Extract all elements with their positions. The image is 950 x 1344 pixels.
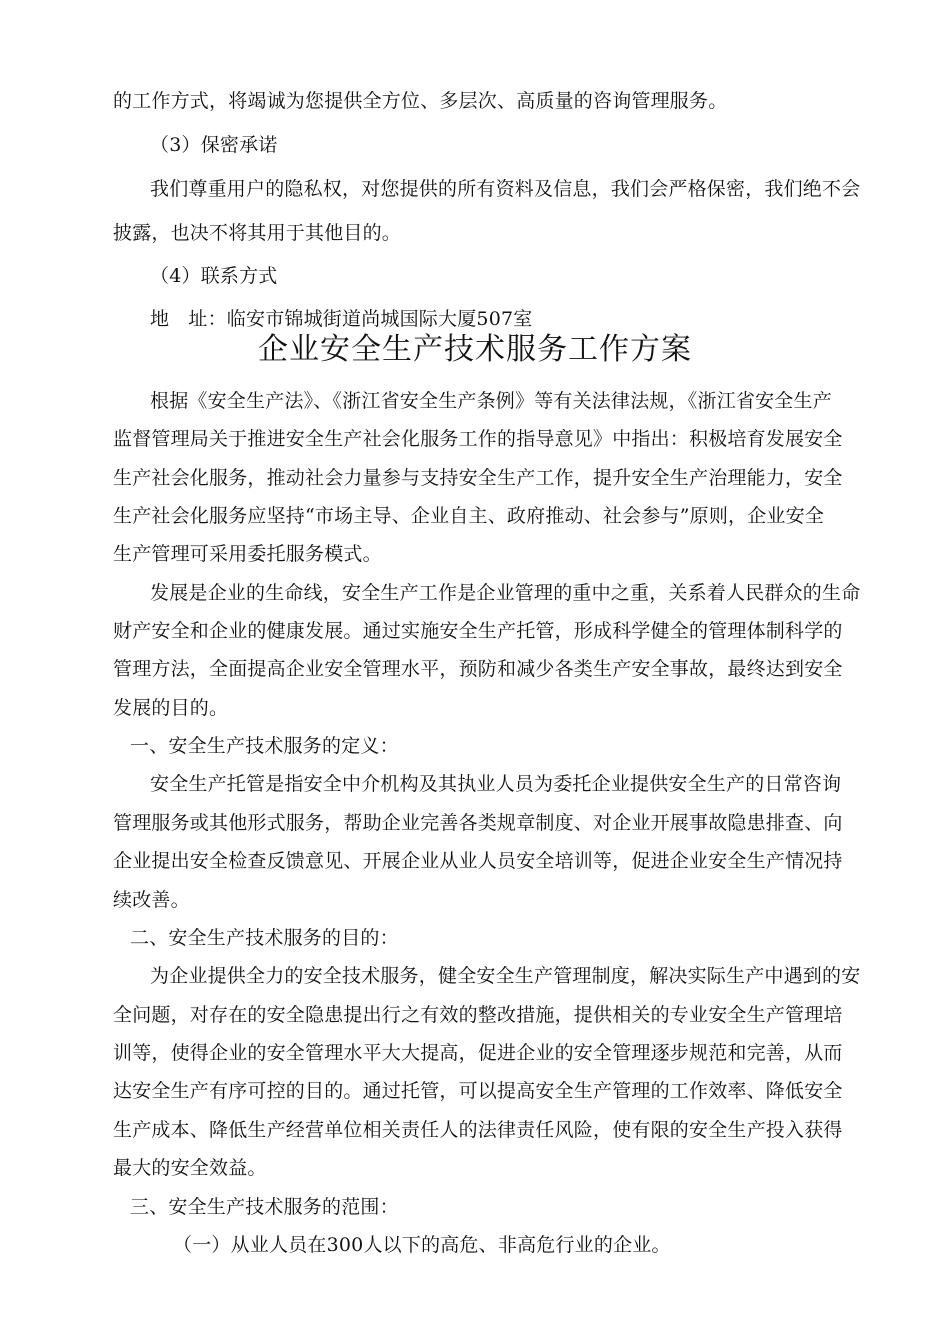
paragraph-line: 生产成本、降低生产经营单位相关责任人的法律责任风险，使有限的安全生产投入获得: [113, 1119, 843, 1141]
paragraph-line: 发展是企业的生命线，安全生产工作是企业管理的重中之重，关系着人民群众的生命: [150, 582, 861, 604]
paragraph-line: 为企业提供全力的安全技术服务，健全安全生产管理制度，解决实际生产中遇到的安: [150, 965, 861, 987]
paragraph-line: 我们尊重用户的隐私权，对您提供的所有资料及信息，我们会严格保密，我们绝不会: [150, 178, 861, 200]
paragraph-line: 安全生产托管是指安全中介机构及其执业人员为委托企业提供安全生产的日常咨询: [150, 773, 842, 795]
paragraph-line: 生产社会化服务应坚持“市场主导、企业自主、政府推动、社会参与”原则，企业安全: [113, 505, 825, 527]
paragraph-line: 发展的目的。: [113, 697, 229, 719]
paragraph-line: 生产管理可采用委托服务模式。: [113, 543, 382, 565]
paragraph-line: 财产安全和企业的健康发展。通过实施安全生产托管，形成科学健全的管理体制科学的: [113, 620, 843, 642]
section-heading: 一、安全生产技术服务的定义：: [130, 735, 399, 757]
paragraph-line: 监督管理局关于推进安全生产社会化服务工作的指导意见》中指出：积极培育发展安全: [113, 428, 843, 450]
paragraph-line: 披露，也决不将其用于其他目的。: [113, 222, 402, 244]
paragraph-line: 管理方法，全面提高企业安全管理水平，预防和减少各类生产安全事故，最终达到安全: [113, 658, 843, 680]
address-line: 地 址：临安市锦城街道尚城国际大厦507室: [150, 308, 533, 330]
section-heading: （4）联系方式: [150, 265, 278, 287]
document-title: 企业安全生产技术服务工作方案: [258, 332, 692, 367]
list-item: （一）从业人员在300人以下的高危、非高危行业的企业。: [173, 1234, 671, 1256]
paragraph-line: 最大的安全效益。: [113, 1157, 267, 1179]
paragraph-line: 训等，使得企业的安全管理水平大大提高，促进企业的安全管理逐步规范和完善，从而: [113, 1042, 843, 1064]
paragraph-line: 续改善。: [113, 889, 190, 911]
section-heading: 二、安全生产技术服务的目的：: [130, 927, 399, 949]
paragraph-line: 全问题，对存在的安全隐患提出行之有效的整改措施，提供相关的专业安全生产管理培: [113, 1004, 843, 1026]
paragraph-line: 根据《安全生产法》、《浙江省安全生产条例》等有关法律法规，《浙江省安全生产: [150, 390, 832, 412]
section-heading: 三、安全生产技术服务的范围：: [130, 1196, 399, 1218]
paragraph-line: 企业提出安全检查反馈意见、开展企业从业人员安全培训等，促进企业安全生产情况持: [113, 850, 843, 872]
paragraph-line: 生产社会化服务，推动社会力量参与支持安全生产工作，提升安全生产治理能力，安全: [113, 467, 843, 489]
paragraph-line: 达安全生产有序可控的目的。通过托管，可以提高安全生产管理的工作效率、降低安全: [113, 1080, 843, 1102]
section-heading: （3）保密承诺: [150, 134, 278, 156]
paragraph-line: 的工作方式，将竭诚为您提供全方位、多层次、高质量的咨询管理服务。: [113, 90, 728, 112]
paragraph-line: 管理服务或其他形式服务，帮助企业完善各类规章制度、对企业开展事故隐患排查、向: [113, 812, 843, 834]
